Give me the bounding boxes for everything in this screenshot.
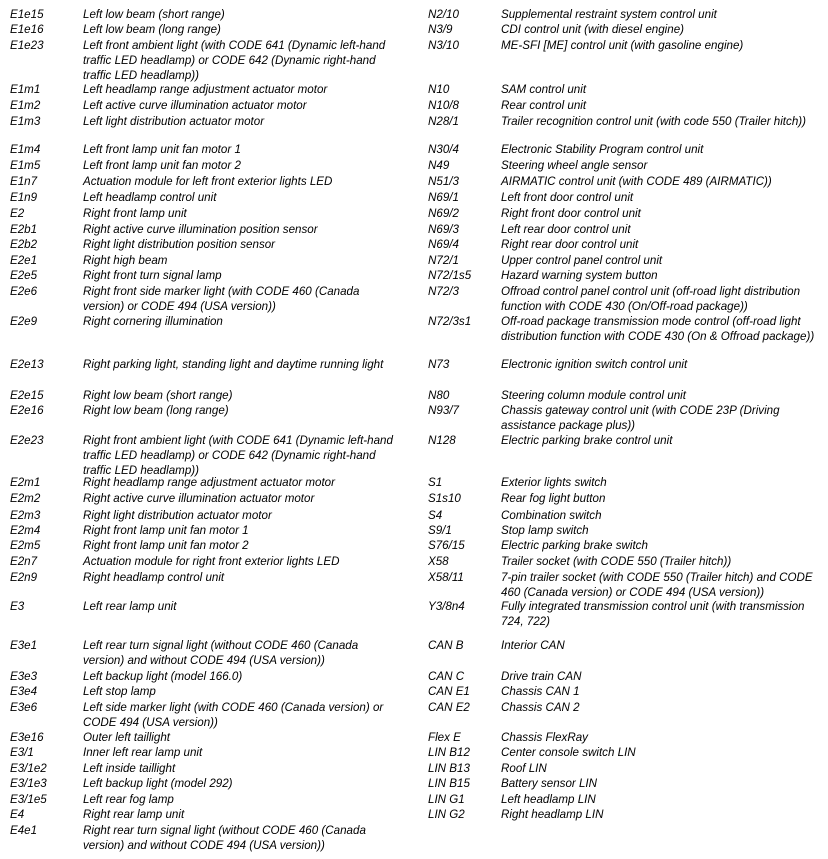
component-description: Trailer socket (with CODE 550 (Trailer hitch)) (501, 555, 732, 568)
component-description: Left active curve illumination actuator motor (83, 99, 307, 112)
component-code: E2m4 (10, 524, 41, 537)
component-code: E2n9 (10, 571, 38, 584)
component-code: E2b2 (10, 238, 38, 251)
component-description: Left rear fog lamp (83, 793, 174, 806)
component-code: N72/3 (428, 285, 459, 298)
component-code: S76/15 (428, 539, 465, 552)
component-code: E3/1e3 (10, 777, 47, 790)
component-code: E2m5 (10, 539, 41, 552)
component-description: Left stop lamp (83, 685, 156, 698)
component-code: N69/3 (428, 223, 459, 236)
component-description: Left front lamp unit fan motor 2 (83, 159, 241, 172)
component-code: E3/1 (10, 746, 34, 759)
component-description: Trailer recognition control unit (with code 550 (Trailer hitch)) (501, 115, 806, 128)
component-code: E2e15 (10, 389, 44, 402)
component-code: E1e15 (10, 8, 44, 21)
component-code: E2e6 (10, 285, 38, 298)
component-code: E1m2 (10, 99, 41, 112)
component-code: E1n9 (10, 191, 38, 204)
component-code: X58/11 (428, 571, 464, 584)
component-code: E3e4 (10, 685, 38, 698)
component-code: CAN E1 (428, 685, 470, 698)
component-description: Right headlamp control unit (83, 571, 225, 584)
component-code: LIN B15 (428, 777, 470, 790)
component-description: Right front door control unit (501, 207, 641, 220)
component-description: Right headlamp range adjustment actuator motor (83, 476, 335, 489)
component-description: Left low beam (long range) (83, 23, 221, 36)
component-description: Right rear door control unit (501, 238, 639, 251)
component-description: Inner left rear lamp unit (83, 746, 203, 759)
component-description: Left front lamp unit fan motor 1 (83, 143, 241, 156)
component-description: Right rear lamp unit (83, 808, 185, 821)
component-code: E1n7 (10, 175, 38, 188)
component-description: Right high beam (83, 254, 168, 267)
component-code: E1m1 (10, 83, 41, 96)
component-code: N51/3 (428, 175, 459, 188)
component-code: N69/1 (428, 191, 459, 204)
component-description: Chassis CAN 2 (501, 701, 580, 714)
component-description: 7-pin trailer socket (with CODE 550 (Trailer hitch) and CODE 460 (Canada version) or CODE 494 (USA version)) (501, 571, 813, 599)
component-code: LIN B13 (428, 762, 470, 775)
component-description: Off-road package transmission mode control (off-road light distribution function with CODE 430 (On & Offroad package)) (501, 315, 815, 343)
component-code: E3e1 (10, 639, 38, 652)
component-code: E3e6 (10, 701, 38, 714)
component-code: E1m4 (10, 143, 41, 156)
component-code: E1m3 (10, 115, 41, 128)
component-code: E2m1 (10, 476, 41, 489)
component-code: E1e23 (10, 39, 44, 52)
component-code: CAN C (428, 670, 465, 683)
component-description: Left backup light (model 292) (83, 777, 233, 790)
component-code: E3/1e2 (10, 762, 47, 775)
component-description: Left light distribution actuator motor (83, 115, 265, 128)
component-code: LIN G2 (428, 808, 465, 821)
component-code: E3 (10, 600, 25, 613)
component-code: E3e3 (10, 670, 38, 683)
component-code: E1m5 (10, 159, 41, 172)
component-code: S9/1 (428, 524, 452, 537)
component-code: E2e5 (10, 269, 38, 282)
component-code: S1s10 (428, 492, 461, 505)
component-description: Stop lamp switch (501, 524, 589, 537)
component-description: Interior CAN (501, 639, 565, 652)
component-description: Outer left taillight (83, 731, 170, 744)
component-description: Right front lamp unit (83, 207, 187, 220)
component-code: CAN B (428, 639, 464, 652)
component-description: Chassis gateway control unit (with CODE 23P (Driving assistance package plus)) (501, 404, 780, 432)
component-description: Electric parking brake switch (501, 539, 648, 552)
component-description: Right light distribution actuator motor (83, 509, 272, 522)
component-code: S1 (428, 476, 443, 489)
component-description: Chassis FlexRay (501, 731, 588, 744)
component-description: Actuation module for right front exterior lights LED (83, 555, 340, 568)
component-code: N73 (428, 358, 450, 371)
component-description: Left headlamp range adjustment actuator motor (83, 83, 328, 96)
component-description: Steering column module control unit (501, 389, 686, 402)
component-description: Electronic Stability Program control unit (501, 143, 704, 156)
component-code: E1e16 (10, 23, 44, 36)
component-description: Left front door control unit (501, 191, 634, 204)
component-description: Right front lamp unit fan motor 2 (83, 539, 249, 552)
component-description: Offroad control panel control unit (off-road light distribution function with CODE 430 (On/Off-road package)) (501, 285, 801, 313)
component-description: SAM control unit (501, 83, 587, 96)
component-description: Combination switch (501, 509, 602, 522)
component-code: N10/8 (428, 99, 459, 112)
component-description: Right low beam (long range) (83, 404, 229, 417)
component-code: X58 (428, 555, 449, 568)
component-code: LIN G1 (428, 793, 465, 806)
component-code: E4e1 (10, 824, 38, 837)
component-description: Right active curve illumination actuator motor (83, 492, 315, 505)
component-description: CDI control unit (with diesel engine) (501, 23, 685, 36)
component-code: N10 (428, 83, 450, 96)
component-code: N72/1 (428, 254, 459, 267)
component-code: N72/3s1 (428, 315, 472, 328)
component-code: E2e13 (10, 358, 44, 371)
component-code: N69/4 (428, 238, 459, 251)
component-code: N93/7 (428, 404, 459, 417)
component-code: N49 (428, 159, 450, 172)
component-code: E2m2 (10, 492, 41, 505)
component-code: N3/9 (428, 23, 453, 36)
component-code: N28/1 (428, 115, 459, 128)
component-code: E2m3 (10, 509, 41, 522)
component-description: Drive train CAN (501, 670, 582, 683)
component-description: Right parking light, standing light and daytime running light (83, 358, 384, 371)
component-code: N3/10 (428, 39, 459, 52)
component-description: Battery sensor LIN (501, 777, 598, 790)
component-description: Rear fog light button (501, 492, 606, 505)
component-description: Chassis CAN 1 (501, 685, 580, 698)
component-code: E2e23 (10, 434, 44, 447)
component-description: Right low beam (short range) (83, 389, 233, 402)
component-code: Flex E (428, 731, 461, 744)
component-description: Right headlamp LIN (501, 808, 604, 821)
component-code: N72/1s5 (428, 269, 472, 282)
component-description: ME-SFI [ME] control unit (with gasoline engine) (501, 39, 744, 52)
component-code: LIN B12 (428, 746, 470, 759)
component-code: N80 (428, 389, 450, 402)
component-description: Rear control unit (501, 99, 587, 112)
component-code: S4 (428, 509, 443, 522)
component-description: Roof LIN (501, 762, 547, 775)
component-description: Right front ambient light (with CODE 641 (Dynamic left-hand traffic LED headlamp) or CODE 642 (Dynamic right-hand traffic LED headlamp)) (83, 434, 393, 477)
component-description: Right front turn signal lamp (83, 269, 222, 282)
component-description: Electric parking brake control unit (501, 434, 673, 447)
component-description: Right front lamp unit fan motor 1 (83, 524, 249, 537)
component-description: Upper control panel control unit (501, 254, 663, 267)
component-code: E2b1 (10, 223, 38, 236)
component-code: E3e16 (10, 731, 44, 744)
component-code: E4 (10, 808, 25, 821)
component-code: N2/10 (428, 8, 459, 21)
component-code: E2e9 (10, 315, 38, 328)
component-code: N30/4 (428, 143, 459, 156)
component-description: AIRMATIC control unit (with CODE 489 (AIRMATIC)) (501, 175, 772, 188)
component-description: Steering wheel angle sensor (501, 159, 648, 172)
component-code: E2e1 (10, 254, 38, 267)
component-code: CAN E2 (428, 701, 470, 714)
component-description: Left inside taillight (83, 762, 176, 775)
component-description: Center console switch LIN (501, 746, 636, 759)
component-description: Hazard warning system button (501, 269, 658, 282)
component-description: Right rear turn signal light (without CODE 460 (Canada version) and without CODE 494 (USA version)) (83, 824, 366, 852)
component-code: E2n7 (10, 555, 38, 568)
component-code: E3/1e5 (10, 793, 47, 806)
component-code: E2e16 (10, 404, 44, 417)
component-description: Fully integrated transmission control unit (with transmission 724, 722) (501, 600, 805, 628)
component-description: Electronic ignition switch control unit (501, 358, 688, 371)
component-code: N69/2 (428, 207, 459, 220)
component-description: Exterior lights switch (501, 476, 607, 489)
component-description: Left headlamp LIN (501, 793, 596, 806)
component-description: Left backup light (model 166.0) (83, 670, 243, 683)
component-description: Right active curve illumination position sensor (83, 223, 318, 236)
component-code: N128 (428, 434, 456, 447)
component-description: Left rear door control unit (501, 223, 631, 236)
component-description: Actuation module for left front exterior lights LED (83, 175, 333, 188)
component-description: Right cornering illumination (83, 315, 223, 328)
component-code: E2 (10, 207, 25, 220)
component-description: Left headlamp control unit (83, 191, 217, 204)
component-description: Right front side marker light (with CODE 460 (Canada version) or CODE 494 (USA version)) (83, 285, 360, 313)
component-description: Left front ambient light (with CODE 641 (Dynamic left-hand traffic LED headlamp) or CODE 642 (Dynamic right-hand traffic LED headlamp)) (83, 39, 386, 82)
component-code: Y3/8n4 (428, 600, 465, 613)
component-description: Left side marker light (with CODE 460 (Canada version) or CODE 494 (USA version)) (83, 701, 384, 729)
component-description: Left rear lamp unit (83, 600, 177, 613)
component-description: Left rear turn signal light (without CODE 460 (Canada version) and without CODE 494 (USA version)) (83, 639, 359, 667)
component-description: Supplemental restraint system control unit (501, 8, 717, 21)
component-description: Right light distribution position sensor (83, 238, 276, 251)
component-description: Left low beam (short range) (83, 8, 225, 21)
